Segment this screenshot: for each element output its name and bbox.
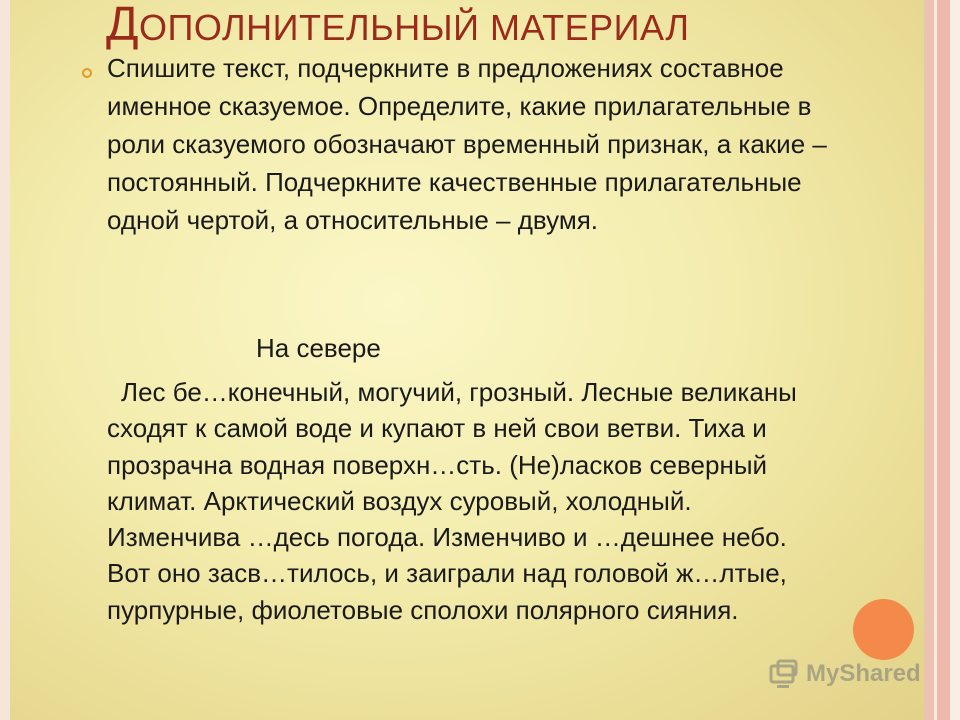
title-initial: Д [106, 0, 140, 51]
myshared-logo-icon [768, 657, 802, 691]
passage-text: Лес бе…конечный, могучий, грозный. Лесные великаны сходят к самой воде и купают в ней свои ветви. Тиха и прозрачна водная поверхн…сть. (Не)ласков северный климат. Арктический воздух суровый, холодный. Изменчива …десь погода. Изменчиво и …дешнее небо. Вот оно засв…тилось, и заиграли над головой ж…лтые, пурпурные, фиолетовые сполохи полярного сияния. [107, 377, 797, 625]
circle-bullet-icon [82, 68, 92, 78]
decorative-circle [853, 599, 914, 660]
title-rest: ОПОЛНИТЕЛЬНЫЙ МАТЕРИАЛ [139, 7, 690, 48]
passage-heading: На севере [256, 333, 381, 363]
border-stripe [937, 0, 950, 720]
border-stripe [950, 0, 960, 720]
border-stripe [924, 0, 934, 720]
watermark [768, 656, 921, 692]
slide-title [106, 0, 690, 54]
watermark-label: MyShared [806, 660, 921, 687]
instruction-text: Спишите текст, подчеркните в предложениях составное именное сказуемое. Определите, какие прилагательные в роли сказуемого обозначают временный признак, а какие – постоянный. Подчеркните качественные прилагательные одной чертой, а относительные – двумя. [107, 53, 827, 235]
